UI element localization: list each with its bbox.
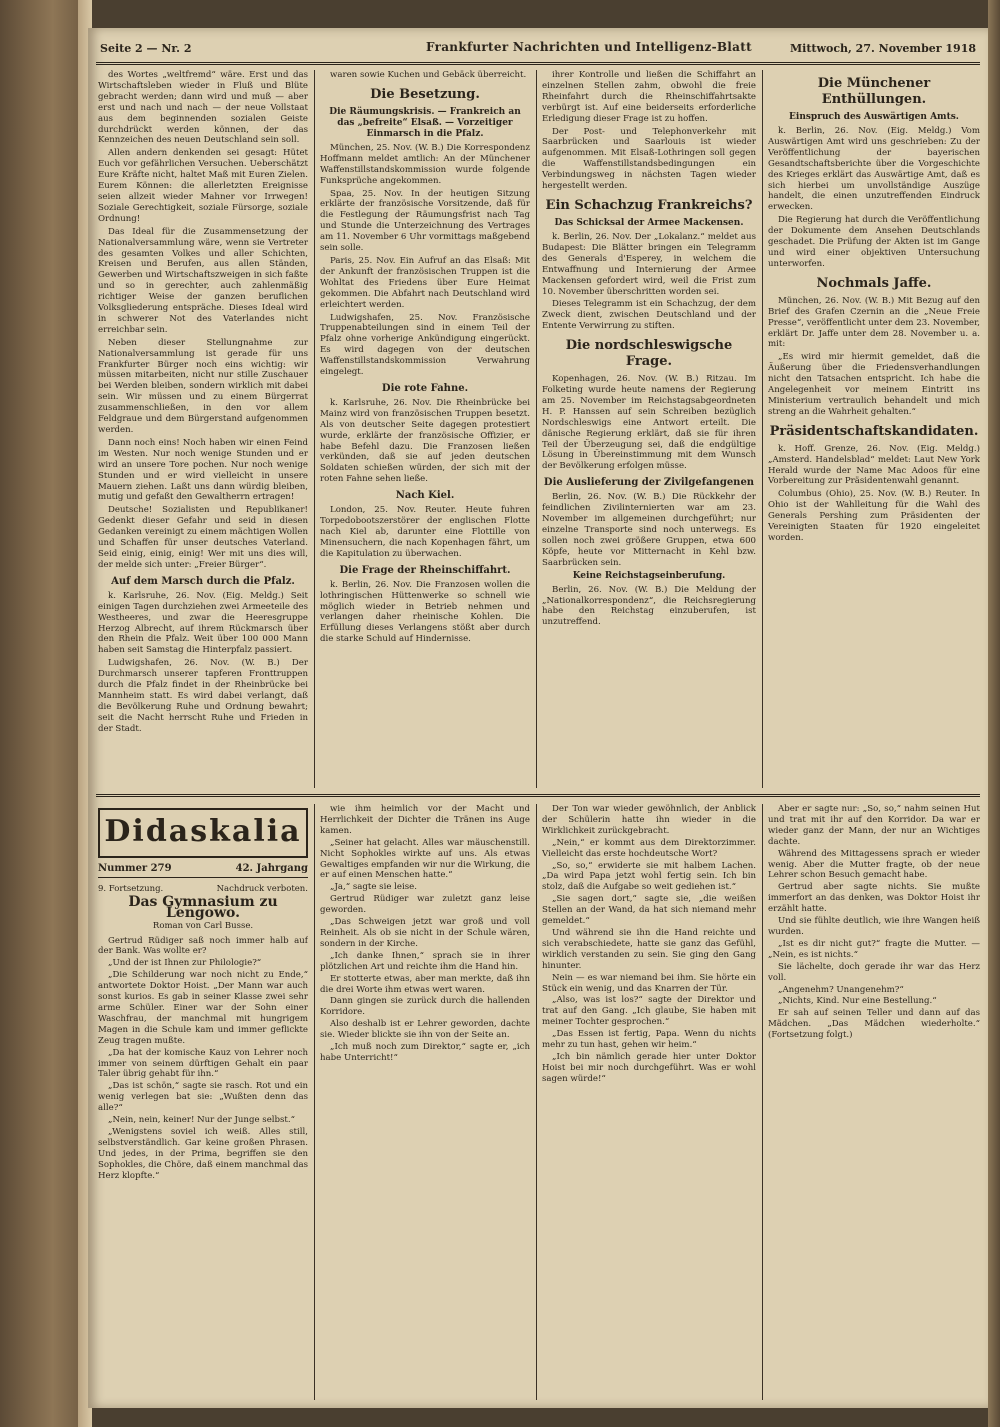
col4-paragraph: „Es wird mir hiermit gemeldet, daß die Äußerung über die Friedensverhandlungen nicht den Tatsachen entspricht. Ich habe die Angelegenheit vor meinem Eintritt ins Ministerium vertraulich behandelt und mich streng an die Wahrheit gehalten.“ (768, 352, 980, 417)
feuilleton-column-2 (320, 804, 530, 1404)
column-rule (762, 804, 763, 1400)
story-paragraph: „Ja,“ sagte sie leise. (330, 882, 417, 893)
story-paragraph: Aber er sagte nur: „So, so,“ nahm seinen Hut und trat mit ihr auf den Korridor. Da war er wieder ganz der Mann, der nur an Wichtiges dachte. (768, 804, 980, 847)
col3-paragraph: k. Berlin, 26. Nov. Der „Lokalanz.“ meldet aus Budapest: Die Blätter bringen ein Telegramm des Generals d'Esperey, in welchem die Entwaffnung und Internierung der Armee Mackensen gefordert wird, weil die Frist zum 10. November überschritten worden sei. (542, 231, 756, 297)
didaskalia-masthead: Didaskalia (98, 808, 308, 858)
story-paragraph: Und während sie ihn die Hand reichte und sich verabschiedete, hatte sie ganz das Gefühl, wirklich verstanden zu sein. Sie ging den Gang hinunter. (542, 927, 756, 971)
col4-paragraph: k. Hoff. Grenze, 26. Nov. (Eig. Meldg.) „Amsterd. Handelsblad“ meldet: Laut New York Herald wurde der Name Mac Adoos für eine Vorbereitung zur Präsidentenwahl genannt. (768, 443, 980, 487)
column-3 (542, 70, 756, 790)
column-1 (98, 70, 308, 790)
newspaper-page (88, 28, 988, 1408)
col1-paragraph: Neben dieser Stellungnahme zur Nationalversammlung ist gerade für uns Frankfurter Bürger noch eins wichtig: wir müssen mitarbeiten, nicht nur stille Zuschauer bei Werden bleiben, sondern wirklich mit dabei sein. Wir müssen und zu einem Bürgerrat zusammenschließen, in den vor allem Feldgraue und dem Bürgerstand aufgenommen werden. (98, 337, 308, 435)
subhead-schachzug: Das Schicksal der Armee Mackensen. (554, 217, 744, 228)
story-paragraph: „Da hat der komische Kauz von Lehrer noch immer von seinem dürftigen Gehalt ein paar Taler übrig gehabt für ihn.“ (98, 1047, 308, 1080)
story-paragraph: Gertrud Rüdiger war zuletzt ganz leise geworden. (320, 894, 530, 916)
column-4 (768, 70, 980, 790)
col3-paragraph: Berlin, 26. Nov. (W. B.) Die Rückkehr der feindlichen Zivilinternierten war am 23. November im allgemeinen durchgeführt; nur einzelne Transporte sind noch unterwegs. Es sollen noch zwei größere Gruppen, etwa 600 Köpfe, heute vor Mitternacht in Kehl bzw. Saarbrücken sein. (542, 492, 756, 568)
col2-paragraph: k. Karlsruhe, 26. Nov. Die Rheinbrücke bei Mainz wird von französischen Truppen besetzt. Als von deutscher Seite dagegen protestiert wurde, erklärte der französische Offizier, er habe Befehl dazu. Die Franzosen ließen verkünden, daß sie auf jeden deutschen Soldaten schießen würden, der sich mit der roten Fahne sehen ließe. (320, 397, 530, 485)
column-rule (536, 70, 537, 788)
col3-paragraph: Kopenhagen, 26. Nov. (W. B.) Ritzau. Im Folketing wurde heute namens der Regierung am 25. November im Reichstagsabgeordneten H. P. Hanssen auf sein Schreiben bezüglich Nordschleswigs eine Antwort erteilt. Die dänische Regierung erklärt, daß sie für ihren Teil der Überzeugung sei, daß die endgültige Lösung in Übereinstimmung mit dem Wunsch der Bevölkerung erfolgen müsse. (542, 374, 756, 472)
story-paragraph: „Seiner hat gelacht. Alles war mäuschenstill. Nicht Sophokles wirkte auf uns. Als etwas Gewaltiges empfanden wir nur die Wirkung, die er auf einen Menschen hatte.“ (320, 837, 530, 881)
col2-paragraph: Ludwigshafen, 25. Nov. Französische Truppenabteilungen sind in einem Teil der Pfalz ohne vorherige Ankündigung eingerückt. Es wird dagegen von der deutschen Waffenstillstandskommission Verwahrung eingelegt. (320, 312, 530, 378)
story-paragraph: „Das Essen ist fertig, Papa. Wenn du nichts mehr zu tun hast, gehen wir heim.“ (542, 1029, 756, 1051)
feuilleton-column-4 (768, 804, 980, 1404)
col1-paragraph: Dann noch eins! Noch haben wir einen Feind im Westen. Nur noch wenige Stunden und er wird an unsere Tore pochen. Nur noch wenige Stunden und er wird vielleicht in unsere Mauern ziehen. Laßt uns dann würdig bleiben, mutig und gefaßt den Gewaltherrn ertragen! (98, 437, 308, 503)
story-paragraph: Der Ton war wieder gewöhnlich, der Anblick der Schülerin hatte ihn wieder in die Wirklichkeit zurückgebracht. (542, 804, 756, 836)
story-paragraph: „Ich muß noch zum Direktor,“ sagte er, „ich habe Unterricht!“ (320, 1042, 530, 1063)
story-paragraph: „Wenigstens soviel ich weiß. Alles still, selbstverständlich. Gar keine großen Phrasen. Und jedes, in der Prima, begriffen sie den Sophokles, die Chöre, daß einem manchmal das Herz klopfte.“ (98, 1126, 308, 1181)
col2-lead: waren sowie Kuchen und Gebäck überreicht. (330, 70, 527, 80)
col4-paragraph: k. Berlin, 26. Nov. (Eig. Meldg.) Vom Auswärtigen Amt wird uns geschrieben: Zu der Veröffentlichung der bayerischen Gesandtschaftsberichte über die Vorgeschichte des Krieges erklärt das Auswärtige Amt, daß es sich hierbei um unvollständige Auszüge handelt, die einen unzutreffenden Eindruck erwecken. (768, 126, 980, 213)
headline-rote-fahne: Die rote Fahne. (381, 382, 469, 394)
col3-paragraph: Berlin, 26. Nov. (W. B.) Die Meldung der „Nationalkorrespondenz“, die Reichsregierung habe den Reichstag einzuberufen, ist unzutreffend. (542, 584, 756, 628)
story-paragraph: „Nein,“ er kommt aus dem Direktorzimmer. Vielleicht das erste hochdeutsche Wort? (542, 837, 756, 859)
story-paragraph: Er stotterte etwas, aber man merkte, daß ihn die drei Worte ihm etwas wert waren. (320, 973, 530, 995)
story-paragraph: Dann gingen sie zurück durch die hallenden Korridore. (320, 996, 530, 1018)
column-rule (314, 70, 315, 788)
didaskalia-issue-line (98, 862, 308, 878)
story-title: Das Gymnasium zu Lengowo. (128, 893, 278, 921)
feuilleton-column-1 (98, 804, 308, 1404)
story-paragraph: „So, so,“ erwiderte sie mit halbem Lachen. „Da wird Papa jetzt wohl fertig sein. Ich bin stolz, daß die Aufgabe so weit gediehen ist.“ (542, 860, 756, 893)
col1-paragraph: Das Ideal für die Zusammensetzung der Nationalversammlung wäre, wenn sie Vertreter des gesamten Volkes und aller Schichten, Kreisen und Berufen, aus allen Ständen, Gewerben und Wirtschaftszweigen in sich faßte und so in gerechter, auch zahlenmäßig richtiger Weise der ganzen beruflichen Volksgliederung entspräche. Dieses Ideal wird in schwerer Not des Vaterlandes nicht erreichbar sein. (98, 226, 308, 335)
column-rule (536, 804, 537, 1400)
story-paragraph: wie ihm heimlich vor der Macht und Herrlichkeit der Dichter die Tränen ins Auge kamen. (320, 804, 530, 836)
story-paragraph: Gertrud aber sagte nichts. Sie mußte immerfort an das denken, was Doktor Hoist ihr erzählt hatte. (768, 882, 980, 915)
story-paragraph: „Das Schweigen jetzt war groß und voll Reinheit. Als ob sie nicht in der Schule wären, sondern in der Kirche. (320, 917, 530, 949)
headline-auslieferung: Die Auslieferung der Zivilgefangenen (543, 477, 755, 489)
col2-paragraph: k. Berlin, 26. Nov. Die Franzosen wollen die lothringischen Hüttenwerke so schnell wie möglich wieder in Betrieb nehmen und verlangen daher rheinische Kohlen. Die Erfüllung dieses Verlangens stößt aber durch die starke Schuld auf Hindernisse. (320, 579, 530, 645)
story-paragraph: Also deshalb ist er Lehrer geworden, dachte sie. Wieder blickte sie ihn von der Seite an. (320, 1019, 530, 1041)
headline-nordschleswig: Die nordschleswigsche Frage. (565, 338, 733, 370)
column-rule (314, 804, 315, 1400)
story-paragraph: Gertrud Rüdiger saß noch immer halb auf der Bank. Was wollte er? (98, 935, 308, 957)
header-page-number: Seite 2 — Nr. 2 (100, 42, 192, 55)
story-paragraph: „Nein, nein, keiner! Nur der Junge selbst.“ (108, 1115, 296, 1126)
story-paragraph: „Ich bin nämlich gerade hier unter Doktor Hoist bei mir noch durchgeführt. Was er wohl sagen würde!“ (542, 1051, 756, 1084)
col2-paragraph: London, 25. Nov. Reuter. Heute fuhren Torpedobootszerstörer der englischen Flotte nach Kiel ab, darunter eine Flottille von Minensuchern, die nach Kopenhagen fährt, um die Kapitulation zu überwachen. (320, 505, 530, 559)
story-paragraph: Er sah auf seinen Teller und dann auf das Mädchen. „Das Mädchen wiederholte.“ (Fortsetzung folgt.) (768, 1008, 980, 1041)
story-paragraph: „Ist es dir nicht gut?“ fragte die Mutter. — „Nein, es ist nichts.“ (768, 938, 980, 960)
section-divider (96, 794, 980, 797)
story-paragraph: „Nichts, Kind. Nur eine Bestellung.“ (778, 996, 937, 1007)
story-paragraph: „Angenehm? Unangenehm?“ (778, 984, 904, 995)
feuilleton-column-3 (542, 804, 756, 1404)
story-paragraph: „Sie sagen dort,“ sagte sie, „die weißen Stellen an der Wand, da hat sich niemand mehr gemeldet.“ (542, 894, 756, 927)
column-rule (762, 70, 763, 788)
col3-paragraph: Dieses Telegramm ist ein Schachzug, der dem Zweck dient, zwischen Deutschland und der Entente Verwirrung zu stiften. (542, 299, 756, 332)
headline-marsch: Auf dem Marsch durch die Pfalz. (111, 575, 295, 587)
col1-paragraph: des Wortes „weltfremd“ wäre. Erst und das Wirtschaftsleben wieder in Fluß und Blüte gebracht werden; dann wird und muß — aber erst und nach und nach — der neue Vollstaat aus dem beginnenden sozialen Geiste durchdrückt werden können, der das Kennzeichen des neuen Deutschland sein soll. (98, 70, 308, 146)
story-paragraph: „Also, was ist los?“ sagte der Direktor und trat auf den Gang. „Ich glaube, Sie haben mit meiner Tochter gesprochen.“ (542, 995, 756, 1028)
headline-rheinschiffahrt: Die Frage der Rheinschiffahrt. (339, 564, 511, 576)
story-paragraph: Nein — es war niemand bei ihm. Sie hörte ein Stück ein wenig, und das Knarren der Tür. (542, 972, 756, 994)
header-date: Mittwoch, 27. November 1918 (790, 42, 976, 55)
col4-paragraph: Columbus (Ohio), 25. Nov. (W. B.) Reuter. In Ohio ist der Wahlleitung für die Wahl des Generals Pershing zum Präsidenten der Vereinigten Staaten für 1920 eingeleitet worden. (768, 489, 980, 543)
column-2 (320, 70, 530, 790)
continuation-label: 9. Fortsetzung. (98, 883, 164, 894)
headline-jaffe: Nochmals Jaffe. (816, 275, 932, 291)
col3-lead: Der Post- und Telephonverkehr mit Saarbrücken und Saarlouis ist wieder aufgenommen. Mit Elsaß-Lothringen soll gegen die Waffenstillstandsbedingungen ein Verbindungsweg in nächsten Tagen wieder hergestellt werden. (542, 126, 756, 192)
col4-paragraph: Die Regierung hat durch die Veröffentlichung der Dokumente dem Ansehen Deutschlands geschadet. Die Prüfung der Akten ist im Gange und wird einer objektiven Untersuchung unterworfen. (768, 215, 980, 269)
subhead-muenchener: Einspruch des Auswärtigen Amts. (789, 112, 959, 122)
story-paragraph: Sie lächelte, doch gerade ihr war das Herz voll. (768, 961, 980, 983)
story-paragraph: „Die Schilderung war noch nicht zu Ende,“ antwortete Doktor Hoist. „Der Mann war auch sonst kurios. Es gab in seiner Klasse zwei sehr arme Schüler. Einer war der Sohn einer Waschfrau, der manchmal mit hungrigem Magen in die Schule kam und immer geflickte Zeug tragen mußte. (98, 970, 308, 1046)
story-paragraph: Und sie fühlte deutlich, wie ihre Wangen heiß wurden. (768, 916, 980, 937)
book-spine (0, 0, 88, 1427)
page-header (96, 36, 980, 65)
col2-paragraph: Paris, 25. Nov. Ein Aufruf an das Elsaß: Mit der Ankunft der französischen Truppen ist die Wohltat des Friedens über Eure Heimat gekommen. Die Abfahrt nach Deutschland wird erleichtert werden. (320, 255, 530, 310)
col3-lead: ihrer Kontrolle und ließen die Schiffahrt an einzelnen Stellen zahm, obwohl die freie Rheinfahrt durch die Rheinschiffahrtsakte verbürgt ist. Auf eine beiderseits erforderliche Erledigung dieser Frage ist zu hoffen. (542, 70, 756, 124)
headline-besetzung: Die Besetzung. (370, 86, 480, 102)
col1-paragraph: Deutsche! Sozialisten und Republikaner! Gedenkt dieser Gefahr und seid in diesen Gedanken vereinigt zu einem mächtigen Wollen und Schaffen für unser deutsches Vaterland. Seid einig, einig, einig! Wer mit uns dies will, der melde sich unter: „Freier Bürger“. (98, 505, 308, 570)
headline-praesidentschaft: Präsidentschaftskandidaten. (769, 423, 979, 439)
book-right-edge (988, 0, 1000, 1427)
headline-muenchener: Die Münchener Enthüllungen. (817, 76, 931, 107)
subhead-besetzung: Die Räumungskrisis. — Frankreich an das „befreite“ Elsaß. — Vorzeitiger Einmarsch in die Pfalz. (329, 106, 521, 139)
col2-paragraph: Spaa, 25. Nov. In der heutigen Sitzung erklärte der französische Vorsitzende, daß für die Festlegung der Räumungsfrist nach Tag und Stunde die Unterzeichnung des Vertrages am 11. November 6 Uhr vormittags maßgebend sein solle. (320, 188, 530, 254)
col4-paragraph: München, 26. Nov. (W. B.) Mit Bezug auf den Brief des Grafen Czernin an die „Neue Freie Presse“, veröffentlicht unter dem 23. November, erklärt Dr. Jaffe unter dem 28. November u. a. mit: (768, 295, 980, 350)
didaskalia-number: Nummer 279 (98, 863, 172, 874)
reprint-notice: Nachdruck verboten. (216, 883, 308, 894)
story-paragraph: „Ich danke Ihnen,“ sprach sie in ihrer plötzlichen Art und reichte ihm die Hand hin. (320, 950, 530, 972)
story-paragraph: „Das ist schön,“ sagte sie rasch. Rot und ein wenig verlegen bat sie: „Wußten denn das alle?“ (98, 1081, 308, 1114)
story-paragraph: „Und der ist Ihnen zur Philologie?“ (108, 958, 262, 969)
headline-reichstag: Keine Reichstagseinberufung. (572, 570, 726, 581)
col2-paragraph: München, 25. Nov. (W. B.) Die Korrespondenz Hoffmann meldet amtlich: An der Münchener Waffenstillstandskommission wurde folgende Funksprüche angekommen. (320, 142, 530, 186)
didaskalia-year: 42. Jahrgang (235, 863, 308, 874)
headline-kiel: Nach Kiel. (395, 490, 455, 502)
col1-paragraph: Allen andern denkenden sei gesagt: Hütet Euch vor gefährlichen Versuchen. Ueberschätzt Eure Kräfte nicht, haltet Maß mit Euren Zielen. Eurem Können: die allerletzten Ereignisse seien allzeit wieder Mahner vor Irrwegen! Soziale Gerechtigkeit, soziale Fürsorge, soziale Ordnung! (98, 148, 308, 224)
story-paragraph: Während des Mittagessens sprach er wieder wenig. Aber die Mutter fragte, ob der neue Lehrer schon Besuch gemacht habe. (768, 848, 980, 881)
header-masthead: Frankfurter Nachrichten und Intelligenz-Blatt (426, 40, 752, 54)
headline-schachzug: Ein Schachzug Frankreichs? (545, 197, 753, 213)
col1-marsch-paragraph: k. Karlsruhe, 26. Nov. (Eig. Meldg.) Seit einigen Tagen durchziehen zwei Armeeteile des Westheeres, und zwar die Heeresgruppe Herzog Albrecht, auf ihrem Rückmarsch über den Rhein die Pfalz. Weit über 100 000 Mann haben seit Samstag die Hinterpfalz passiert. (98, 590, 308, 656)
story-author: Roman von Carl Busse. (152, 920, 254, 931)
col1-marsch-paragraph: Ludwigshafen, 26. Nov. (W. B.) Der Durchmarsch unserer tapferen Fronttruppen durch die Pfalz findet in der Rheinbrücke bei Mannheim statt. Es wird dabei verlangt, daß die Bevölkerung Ruhe und Ordnung bewahrt; seit die Nacht herrscht Ruhe und Frieden in der Stadt. (98, 658, 308, 734)
